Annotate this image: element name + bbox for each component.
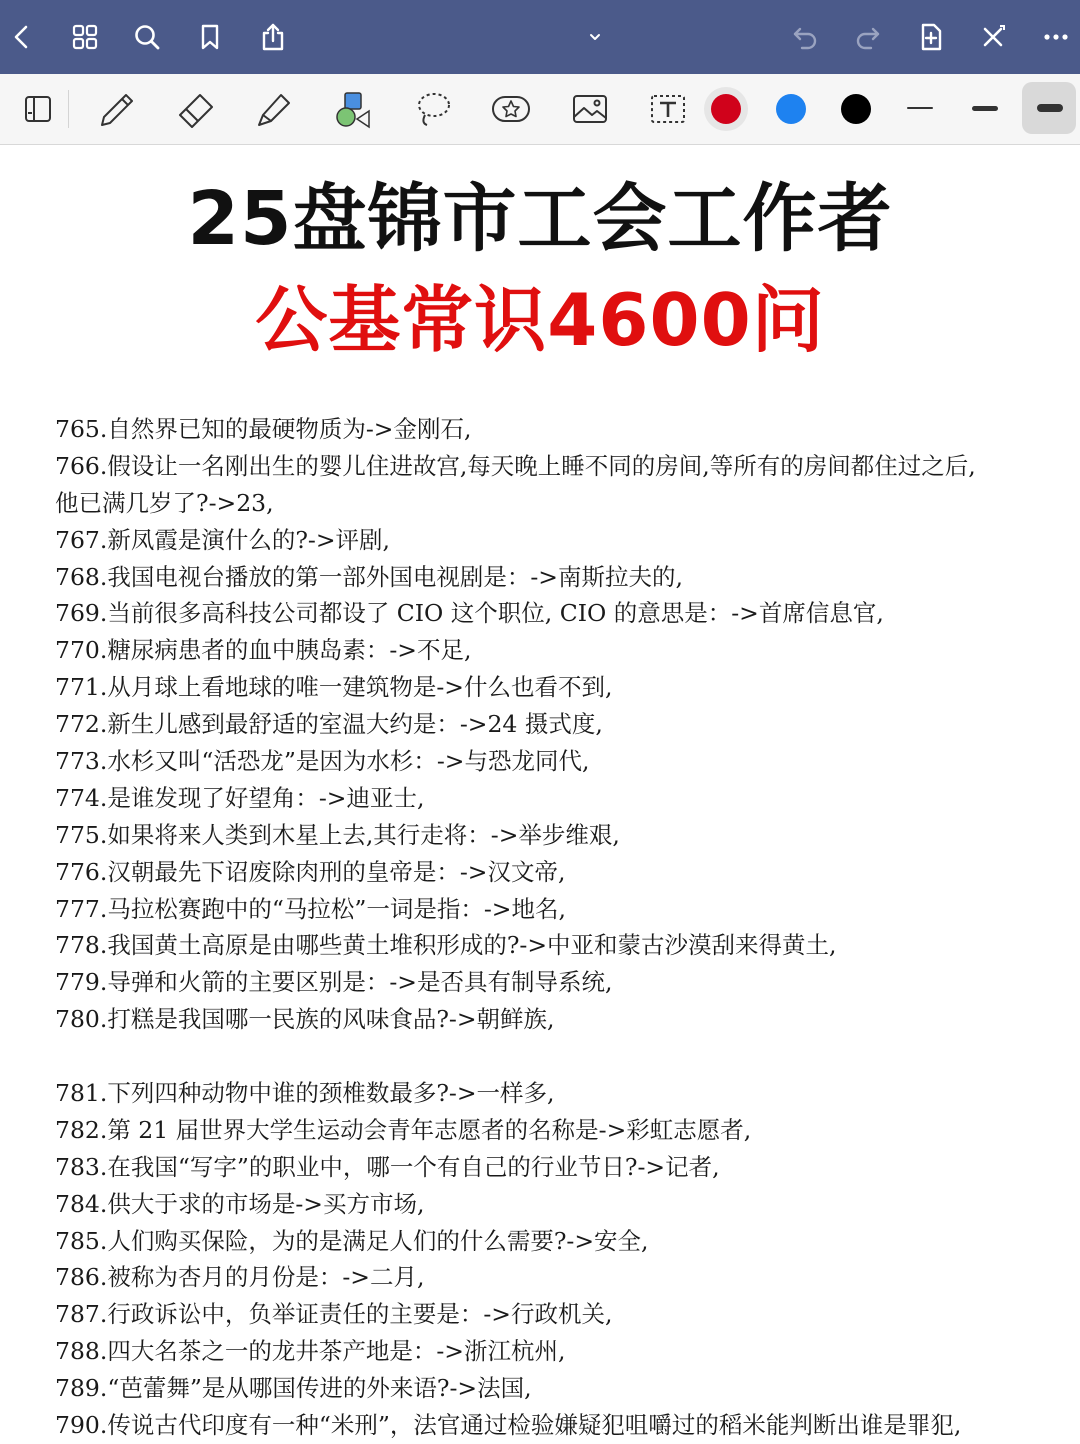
question-line: 790.传说古代印度有一种“米刑”，法官通过检验嫌疑犯咀嚼过的稻米能判断出谁是罪犯,	[55, 1411, 962, 1440]
question-line: 774.是谁发现了好望角：->迪亚士,	[55, 783, 425, 812]
question-line: 773.水杉又叫“活恐龙”是因为水杉：->与恐龙同代,	[55, 747, 590, 776]
redo-icon[interactable]	[848, 17, 888, 57]
thickness-thick-option[interactable]	[1037, 104, 1063, 112]
question-line: 他已满几岁了?->23,	[55, 488, 274, 517]
page-layout-icon[interactable]	[13, 84, 63, 134]
question-line: 788.四大名茶之一的龙井茶产地是：->浙江杭州,	[55, 1337, 566, 1366]
question-line: 789.“芭蕾舞”是从哪国传进的外来语?->法国,	[55, 1374, 532, 1403]
eraser-icon[interactable]	[171, 84, 221, 134]
pen-icon[interactable]	[91, 84, 141, 134]
question-line: 777.马拉松赛跑中的“马拉松”一词是指：->地名,	[55, 894, 566, 923]
question-line: 786.被称为杏月的月份是：->二月,	[55, 1263, 425, 1292]
thickness-thin-option[interactable]	[907, 107, 933, 109]
question-line: 775.如果将来人类到木星上去,其行走将：->举步维艰,	[55, 820, 620, 849]
text-icon[interactable]	[643, 84, 693, 134]
question-line: 782.第 21 届世界大学生运动会青年志愿者的名称是->彩虹志愿者,	[55, 1115, 752, 1144]
color-swatch-black[interactable]	[841, 94, 871, 124]
color-swatch-red[interactable]	[711, 94, 741, 124]
chevron-down-icon[interactable]	[575, 17, 615, 57]
question-line: 781.下列四种动物中谁的颈椎数最多?->一样多,	[55, 1079, 555, 1108]
question-line: 778.我国黄土高原是由哪些黄土堆积形成的?->中亚和蒙古沙漠刮来得黄土,	[55, 931, 837, 960]
question-list	[55, 411, 1045, 1444]
lasso-icon[interactable]	[408, 84, 458, 134]
highlighter-icon[interactable]	[250, 84, 300, 134]
question-line: 776.汉朝最先下诏废除肉刑的皇帝是：->汉文帝,	[55, 857, 566, 886]
question-line: 768.我国电视台播放的第一部外国电视剧是：->南斯拉夫的,	[55, 562, 683, 591]
undo-icon[interactable]	[785, 17, 825, 57]
question-line: 767.新凤霞是演什么的?->评剧,	[55, 525, 391, 554]
question-line: 770.糖尿病患者的血中胰岛素：->不足,	[55, 636, 472, 665]
back-icon[interactable]	[2, 17, 42, 57]
drawing-toolbar	[0, 74, 1080, 145]
question-line: 765.自然界已知的最硬物质为->金刚石,	[55, 415, 472, 443]
close-icon[interactable]	[973, 17, 1013, 57]
toolbar-divider	[68, 90, 69, 128]
thickness-medium-option[interactable]	[972, 106, 998, 111]
shapes-icon[interactable]	[328, 84, 378, 134]
question-line: 787.行政诉讼中，负举证责任的主要是：->行政机关,	[55, 1300, 613, 1329]
question-line: 766.假设让一名刚出生的婴儿住进故宫,每天晚上睡不同的房间,等所有的房间都住过之后,	[55, 451, 976, 480]
more-icon[interactable]	[1036, 17, 1076, 57]
grid-icon[interactable]	[65, 17, 105, 57]
question-line: 769.当前很多高科技公司都设了 CIO 这个职位, CIO 的意思是：->首席信息官,	[55, 599, 884, 628]
question-line: 771.从月球上看地球的唯一建筑物是->什么也看不到,	[55, 673, 613, 702]
add-page-icon[interactable]	[911, 17, 951, 57]
question-line: 783.在我国“写字”的职业中，哪一个有自己的行业节日?->记者,	[55, 1152, 720, 1181]
sticker-icon[interactable]	[486, 84, 536, 134]
question-line: 779.导弹和火箭的主要区别是：->是否具有制导系统,	[55, 968, 613, 997]
top-app-bar	[0, 0, 1080, 74]
document-title: 25盘锦市工会工作者	[187, 176, 893, 262]
search-icon[interactable]	[127, 17, 167, 57]
bookmark-icon[interactable]	[190, 17, 230, 57]
question-line: 772.新生儿感到最舒适的室温大约是：->24 摄式度,	[55, 710, 603, 739]
question-line: 785.人们购买保险，为的是满足人们的什么需要?->安全,	[55, 1226, 649, 1255]
share-icon[interactable]	[253, 17, 293, 57]
paragraph-gap	[55, 1038, 1045, 1075]
color-swatch-blue[interactable]	[776, 94, 806, 124]
question-line: 780.打糕是我国哪一民族的风味食品?->朝鲜族,	[55, 1005, 555, 1034]
image-icon[interactable]	[565, 84, 615, 134]
question-line: 784.供大于求的市场是->买方市场,	[55, 1189, 425, 1218]
document-subtitle: 公基常识4600问	[255, 278, 825, 362]
